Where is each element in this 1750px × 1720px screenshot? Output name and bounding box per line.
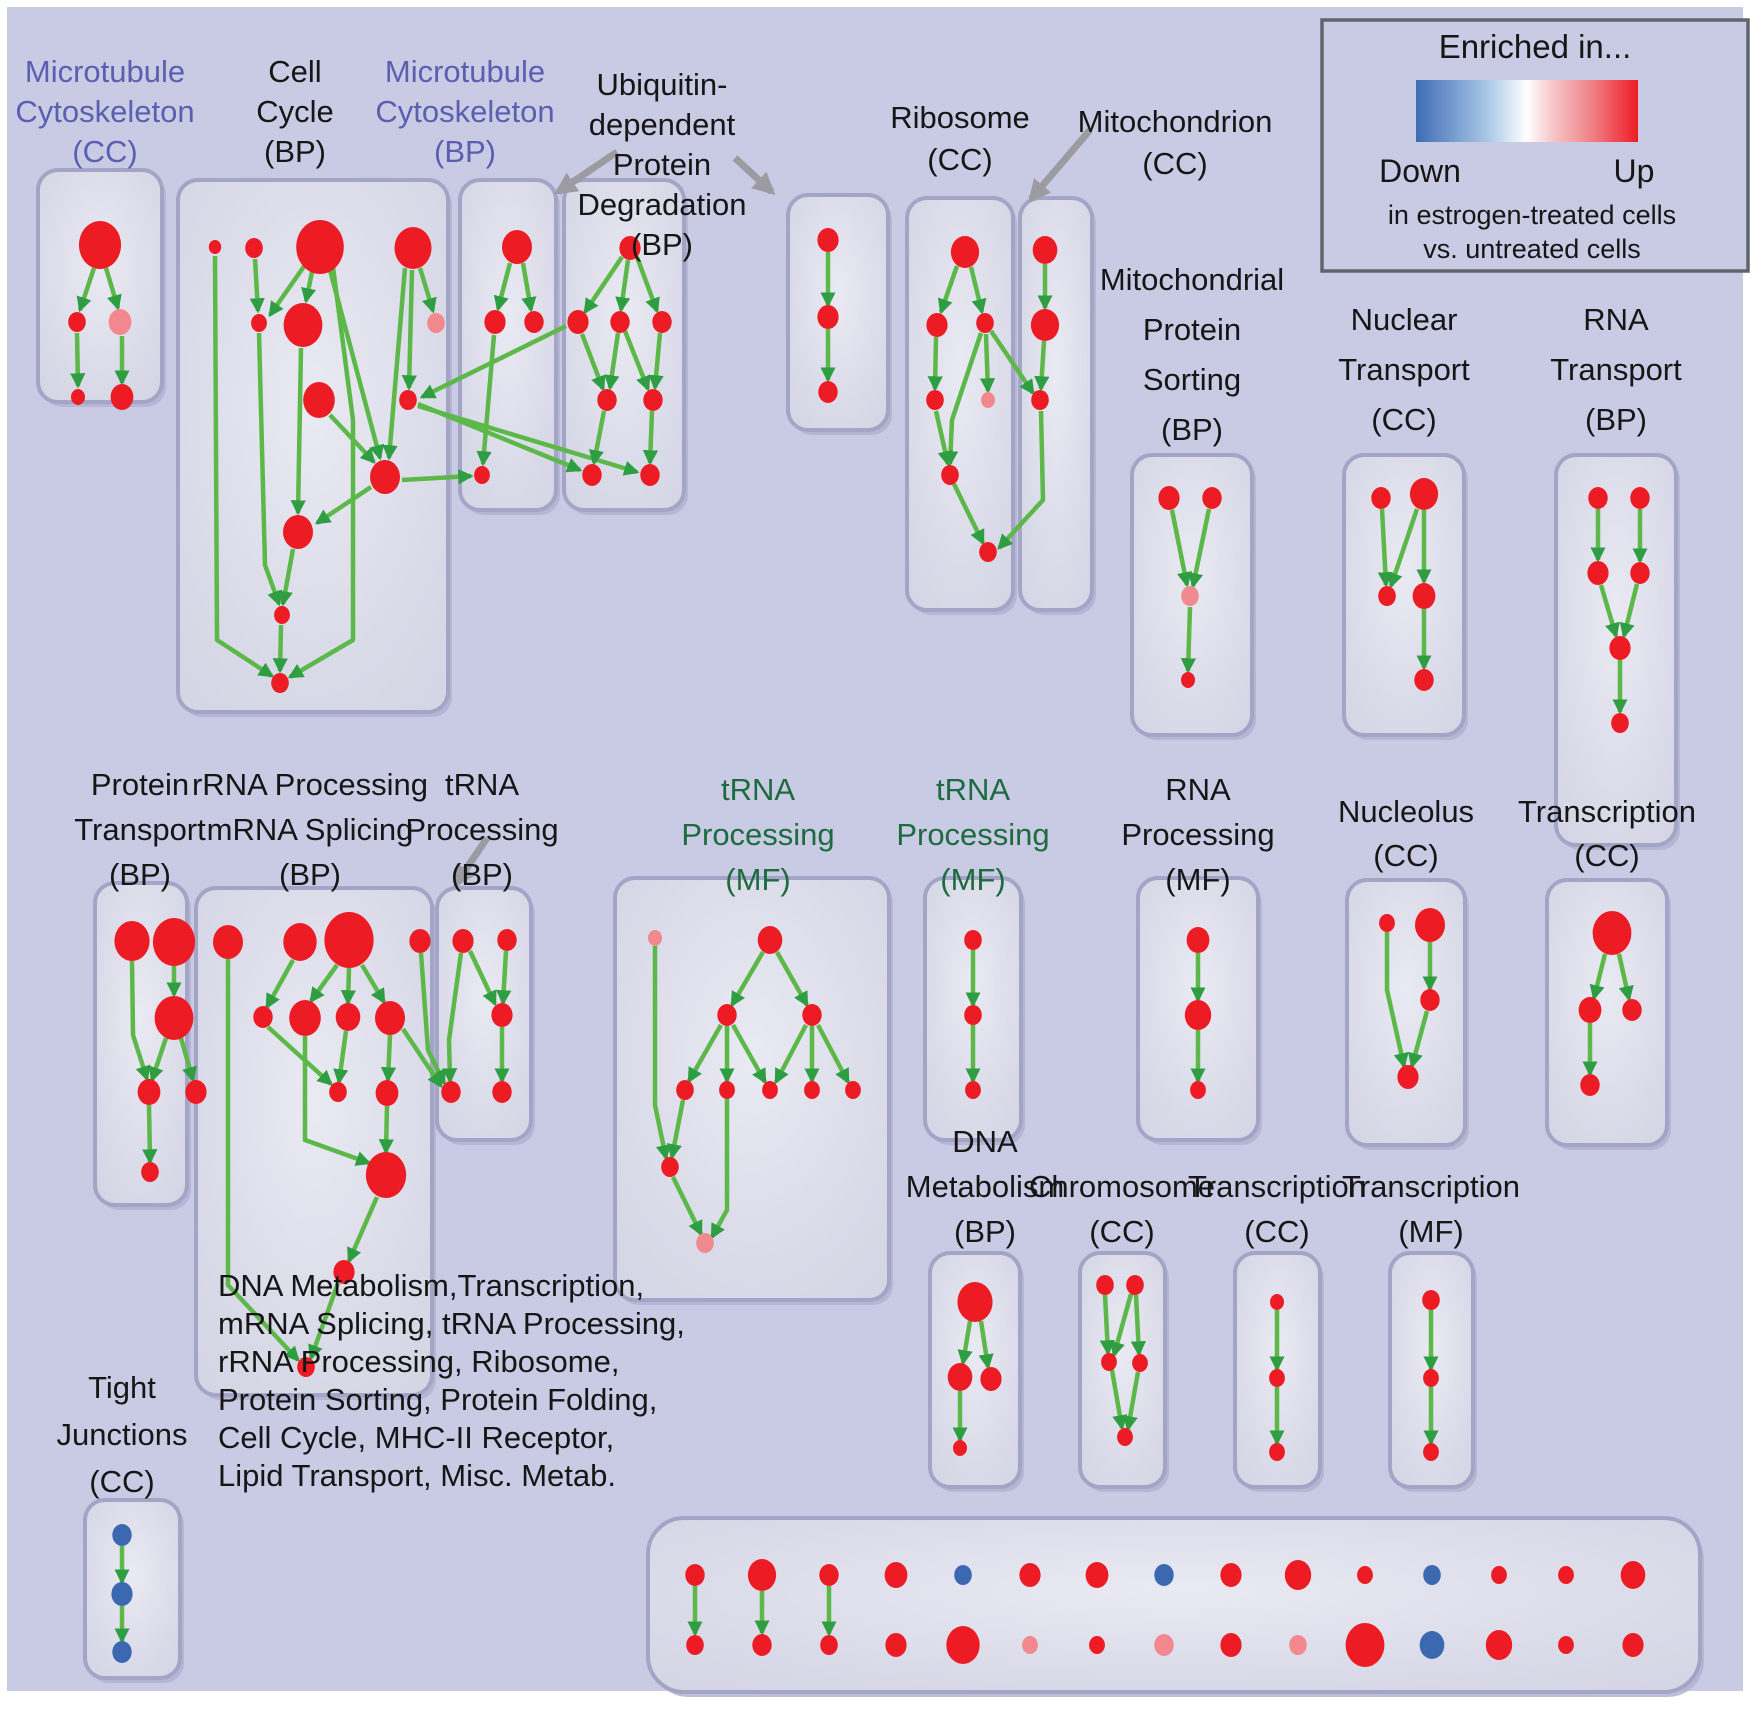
go-term-node-red <box>941 465 959 485</box>
go-term-node-red <box>492 1081 511 1103</box>
label-mitochondrial-protein-sorting-bp-line: Protein <box>1142 312 1242 347</box>
edge <box>1041 341 1044 389</box>
label-ubiquitin-degradation-bp-line: Protein <box>612 147 712 182</box>
go-term-node-red <box>951 236 979 268</box>
label-trna-processing-bp-line: Processing <box>405 812 559 847</box>
go-term-node-red <box>946 1626 979 1664</box>
go-term-node-red <box>1269 1369 1285 1387</box>
go-term-node-red <box>1630 562 1649 584</box>
label-transcription-cc-2-line: Transcription <box>1187 1169 1367 1204</box>
label-transcription-cc-2-line: (CC) <box>1244 1214 1310 1249</box>
label-trna-processing-bp-line: (BP) <box>451 857 513 892</box>
go-term-node-red <box>1117 1428 1133 1446</box>
go-term-node-red <box>1611 713 1629 733</box>
go-term-node-red <box>1621 1561 1646 1589</box>
edge <box>280 625 281 671</box>
cluster-box-chromosome-cc <box>1080 1253 1165 1487</box>
go-term-node-red <box>1190 1081 1206 1099</box>
label-microtubule-cytoskeleton-cc-line: Cytoskeleton <box>15 94 195 129</box>
go-term-node-red <box>1185 1000 1211 1030</box>
go-term-node-blue <box>112 1524 131 1546</box>
go-term-node-red <box>395 227 432 269</box>
go-term-node-red <box>324 912 373 968</box>
go-term-node-red <box>582 464 601 486</box>
go-term-node-red <box>138 1079 161 1105</box>
go-term-node-pink <box>1022 1636 1038 1654</box>
go-term-node-red <box>502 230 532 264</box>
label-rrna-processing-mrna-splicing-bp-line: rRNA Processing <box>191 767 429 802</box>
label-rna-transport-bp-line: RNA <box>1583 302 1649 337</box>
edge <box>298 348 301 513</box>
go-term-node-red <box>1588 487 1607 509</box>
label-trna-processing-mf-1-line: tRNA <box>720 772 796 807</box>
go-term-node-red <box>1269 1443 1285 1461</box>
go-term-node-red <box>370 460 400 494</box>
go-term-node-red <box>964 930 982 950</box>
go-term-node-red <box>597 389 616 411</box>
label-dna-metabolism-bp-line: Metabolism <box>905 1169 1065 1204</box>
label-mitochondrial-protein-sorting-bp-line: (BP) <box>1161 412 1223 447</box>
go-term-node-red <box>1285 1560 1311 1590</box>
go-term-node-red <box>885 1562 908 1588</box>
go-term-node-red <box>1033 236 1058 264</box>
cluster-box-microtubule-cytoskeleton-cc <box>38 170 162 402</box>
label-rna-transport-bp-line: Transport <box>1550 352 1682 387</box>
go-term-node-red <box>1158 486 1179 510</box>
go-term-node-red <box>329 1082 347 1102</box>
go-term-node-pink <box>981 392 995 408</box>
go-term-node-red <box>957 1282 992 1322</box>
go-term-node-red <box>484 310 505 334</box>
go-term-node-red <box>1423 1369 1439 1387</box>
go-term-node-red <box>1415 908 1445 942</box>
label-microtubule-cytoskeleton-bp-line: Cytoskeleton <box>375 94 555 129</box>
go-term-node-red <box>1609 636 1630 660</box>
edge <box>503 951 506 1003</box>
edge <box>386 1106 387 1152</box>
go-term-node-red <box>1486 1630 1512 1660</box>
misc-clusters-text-line: rRNA Processing, Ribosome, <box>218 1344 620 1379</box>
go-term-node-red <box>141 1162 159 1182</box>
label-ribosome-cc-line: Ribosome <box>890 100 1030 135</box>
go-term-node-blue <box>1423 1565 1441 1585</box>
go-term-node-red <box>296 220 344 274</box>
go-term-node-red <box>153 918 195 966</box>
label-cell-cycle-bp-line: (BP) <box>264 134 326 169</box>
label-mitochondrial-protein-sorting-bp-line: Mitochondrial <box>1099 262 1285 297</box>
legend-subtitle-line2: vs. untreated cells <box>1423 234 1641 264</box>
go-term-node-red <box>376 1080 399 1106</box>
go-term-node-red <box>719 1081 735 1099</box>
go-term-node-red <box>491 1003 512 1027</box>
label-trna-processing-mf-1-line: Processing <box>681 817 835 852</box>
go-term-node-red <box>1126 1275 1144 1295</box>
go-term-node-red <box>283 515 313 549</box>
go-term-node-red <box>948 1363 973 1391</box>
label-ubiquitin-degradation-bp-line: dependent <box>588 107 736 142</box>
label-dna-metabolism-bp-line: (BP) <box>954 1214 1016 1249</box>
go-term-node-red <box>1397 1065 1418 1089</box>
label-rna-processing-mf-line: RNA <box>1165 772 1231 807</box>
go-term-node-red <box>1580 1074 1599 1096</box>
go-term-node-red <box>1181 672 1195 688</box>
go-term-node-red <box>213 925 243 959</box>
misc-clusters-text-line: DNA Metabolism,Transcription, <box>218 1268 645 1303</box>
go-term-node-red <box>1587 561 1608 585</box>
edge <box>935 337 936 389</box>
go-term-node-red <box>399 390 417 410</box>
go-term-node-red <box>1086 1562 1109 1588</box>
go-term-node-red <box>155 996 194 1040</box>
legend-subtitle-line1: in estrogen-treated cells <box>1387 200 1677 230</box>
edge <box>986 334 988 391</box>
go-term-node-red <box>567 310 588 334</box>
go-term-node-red <box>1414 669 1433 691</box>
go-term-node-red <box>818 381 837 403</box>
go-term-node-red <box>640 464 659 486</box>
go-term-node-pink <box>696 1233 714 1253</box>
label-tight-junctions-cc-line: (CC) <box>89 1464 155 1499</box>
go-term-node-red <box>1558 1566 1574 1584</box>
label-microtubule-cytoskeleton-cc-line: Microtubule <box>24 54 186 89</box>
go-term-node-blue <box>1154 1564 1173 1586</box>
go-term-node-red <box>1187 927 1210 953</box>
go-term-node-red <box>1579 997 1602 1023</box>
go-term-node-red <box>1413 583 1436 609</box>
go-term-node-red <box>497 929 516 951</box>
legend-title: Enriched in... <box>1438 28 1632 65</box>
go-term-node-red <box>79 221 121 269</box>
label-ubiquitin-degradation-bp-line: Degradation <box>577 187 747 222</box>
go-term-node-red <box>253 1006 272 1028</box>
label-dna-metabolism-bp-line: DNA <box>952 1124 1018 1159</box>
label-nuclear-transport-cc-line: Nuclear <box>1350 302 1458 337</box>
go-term-node-red <box>686 1635 704 1655</box>
go-term-node-red <box>209 240 221 254</box>
label-microtubule-cytoskeleton-cc-line: (CC) <box>72 134 138 169</box>
edge <box>409 270 412 388</box>
label-protein-transport-bp-line: (BP) <box>109 857 171 892</box>
go-term-node-red <box>752 1634 771 1656</box>
go-term-node-blue <box>954 1565 972 1585</box>
label-rrna-processing-mrna-splicing-bp-line: mRNA Splicing <box>206 812 414 847</box>
go-term-node-red <box>1089 1636 1105 1654</box>
go-term-node-red <box>366 1152 406 1198</box>
label-mitochondrion-cc-line: Mitochondrion <box>1077 104 1273 139</box>
edge <box>255 259 258 311</box>
go-term-node-red <box>185 1080 206 1104</box>
go-term-node-red <box>1202 487 1221 509</box>
go-term-node-red <box>1558 1636 1574 1654</box>
label-protein-transport-bp-line: Protein <box>90 767 190 802</box>
go-term-node-pink <box>1181 586 1199 606</box>
go-term-node-blue <box>111 1582 132 1606</box>
label-nuclear-transport-cc-line: Transport <box>1338 352 1470 387</box>
go-term-node-red <box>375 1001 405 1035</box>
label-tight-junctions-cc-line: Junctions <box>56 1417 188 1452</box>
go-term-node-red <box>1031 390 1049 410</box>
label-trna-processing-mf-1-line: (MF) <box>725 862 791 897</box>
misc-clusters-text-line: Cell Cycle, MHC-II Receptor, <box>218 1420 615 1455</box>
label-trna-processing-mf-2-line: (MF) <box>940 862 1006 897</box>
edge <box>149 1105 150 1162</box>
go-term-node-red <box>452 929 473 953</box>
go-term-node-red <box>926 390 944 410</box>
misc-clusters-text-line: Protein Sorting, Protein Folding, <box>218 1382 658 1417</box>
go-term-node-red <box>1132 1354 1148 1372</box>
go-term-node-red <box>758 926 783 954</box>
label-protein-transport-bp-line: Transport <box>74 812 206 847</box>
go-term-node-red <box>643 389 662 411</box>
go-term-node-red <box>441 1081 460 1103</box>
go-term-node-blue <box>112 1641 131 1663</box>
legend <box>1322 20 1748 271</box>
label-ribosome-cc-line: (CC) <box>927 142 993 177</box>
label-microtubule-cytoskeleton-bp-line: (BP) <box>434 134 496 169</box>
go-term-node-red <box>1630 487 1649 509</box>
go-term-node-red <box>804 1081 820 1099</box>
go-term-node-red <box>885 1633 906 1657</box>
go-term-node-red <box>1019 1563 1040 1587</box>
go-term-node-red <box>685 1564 704 1586</box>
label-trna-processing-mf-2-line: tRNA <box>935 772 1011 807</box>
go-term-node-pink <box>427 313 445 333</box>
label-trna-processing-bp-line: tRNA <box>444 767 520 802</box>
misc-clusters-text-line: Lipid Transport, Misc. Metab. <box>218 1458 616 1493</box>
label-ubiquitin-degradation-bp-line: Ubiquitin- <box>596 67 728 102</box>
legend-up-label: Up <box>1613 153 1655 189</box>
edge <box>1105 1295 1108 1353</box>
go-term-node-red <box>1423 1443 1439 1461</box>
label-cell-cycle-bp-line: Cycle <box>256 94 334 129</box>
edge <box>650 411 652 463</box>
label-chromosome-cc-line: Chromosome <box>1028 1169 1216 1204</box>
go-term-node-red <box>1379 914 1395 932</box>
go-term-node-pink <box>1154 1634 1173 1656</box>
label-transcription-cc-1-line: (CC) <box>1574 838 1640 873</box>
label-mitochondrion-cc-line: (CC) <box>1142 146 1208 181</box>
label-nucleolus-cc-line: Nucleolus <box>1337 794 1475 829</box>
edge <box>348 968 349 1003</box>
go-term-node-red <box>283 923 316 961</box>
cluster-box-ubiquitin-degradation-bp-2 <box>788 195 888 430</box>
go-term-node-red <box>748 1559 776 1591</box>
label-transcription-mf-line: (MF) <box>1398 1214 1464 1249</box>
go-term-node-red <box>1622 999 1641 1021</box>
label-mitochondrial-protein-sorting-bp-line: Sorting <box>1142 362 1242 397</box>
cluster-box-misc-clusters <box>648 1518 1700 1692</box>
go-term-node-red <box>1220 1563 1241 1587</box>
cluster-box-nucleolus-cc <box>1347 880 1465 1145</box>
label-transcription-cc-1-line: Transcription <box>1517 794 1697 829</box>
go-term-node-red <box>817 228 838 252</box>
go-term-node-red <box>245 238 263 258</box>
go-term-node-red <box>661 1157 679 1177</box>
cluster-box-nuclear-transport-cc <box>1344 455 1464 735</box>
label-rna-processing-mf-line: Processing <box>1121 817 1275 852</box>
go-term-node-red <box>409 929 430 953</box>
go-term-node-red <box>1622 1633 1643 1657</box>
label-microtubule-cytoskeleton-bp-line: Microtubule <box>384 54 546 89</box>
go-term-node-red <box>1410 478 1438 510</box>
go-term-node-red <box>71 389 85 405</box>
label-nuclear-transport-cc-line: (CC) <box>1371 402 1437 437</box>
go-term-node-red <box>819 1564 838 1586</box>
legend-down-label: Down <box>1379 153 1461 189</box>
go-term-node-red <box>251 314 267 332</box>
go-term-node-red <box>1101 1353 1117 1371</box>
go-term-node-red <box>1220 1633 1241 1657</box>
go-term-node-red <box>817 305 838 329</box>
go-term-node-red <box>717 1004 736 1026</box>
label-transcription-mf-line: Transcription <box>1341 1169 1521 1204</box>
edge <box>388 1035 390 1080</box>
go-term-node-red <box>1357 1566 1373 1584</box>
go-term-node-red <box>820 1635 838 1655</box>
label-nucleolus-cc-line: (CC) <box>1373 838 1439 873</box>
go-term-node-red <box>953 1440 967 1456</box>
edge <box>1188 607 1190 671</box>
label-ubiquitin-degradation-bp-line: (BP) <box>631 227 693 262</box>
go-term-node-red <box>926 313 947 337</box>
edge <box>77 333 78 386</box>
go-term-node-pink <box>648 930 662 946</box>
go-term-node-red <box>802 1004 821 1026</box>
label-trna-processing-mf-2-line: Processing <box>896 817 1050 852</box>
go-term-node-red <box>976 313 994 333</box>
go-term-node-red <box>289 1000 321 1036</box>
go-term-node-red <box>524 311 543 333</box>
go-term-node-red <box>652 311 671 333</box>
label-tight-junctions-cc-line: Tight <box>88 1370 156 1405</box>
go-term-node-red <box>336 1003 361 1031</box>
go-term-node-red <box>979 542 997 562</box>
go-term-node-red <box>1593 911 1632 955</box>
go-term-node-red <box>303 382 335 418</box>
label-chromosome-cc-line: (CC) <box>1089 1214 1155 1249</box>
go-term-node-red <box>845 1081 861 1099</box>
label-cell-cycle-bp-line: Cell <box>268 54 322 89</box>
go-term-node-red <box>274 606 290 624</box>
go-term-node-red <box>68 312 86 332</box>
go-term-node-red <box>762 1081 778 1099</box>
go-term-node-red <box>111 384 134 410</box>
go-term-node-red <box>1420 989 1439 1011</box>
label-rna-processing-mf-line: (MF) <box>1165 862 1231 897</box>
label-rna-transport-bp-line: (BP) <box>1585 402 1647 437</box>
go-term-node-red <box>964 1005 982 1025</box>
go-term-node-blue <box>1420 1631 1445 1659</box>
go-term-node-red <box>1371 487 1390 509</box>
go-term-node-red <box>114 921 149 961</box>
cluster-box-microtubule-cytoskeleton-bp <box>460 180 556 510</box>
go-term-node-red <box>676 1080 694 1100</box>
legend-gradient-bar <box>1416 80 1638 142</box>
go-term-node-red <box>965 1081 981 1099</box>
go-term-node-red <box>284 303 323 347</box>
go-term-node-red <box>1031 309 1059 341</box>
go-term-node-red <box>980 1367 1001 1391</box>
go-term-node-red <box>1096 1275 1114 1295</box>
misc-clusters-text-line: mRNA Splicing, tRNA Processing, <box>218 1306 685 1341</box>
cluster-box-tight-junctions-cc <box>85 1500 180 1678</box>
go-term-node-red <box>1270 1294 1284 1310</box>
cluster-box-mitochondrion-cc <box>1020 198 1092 610</box>
go-term-node-red <box>474 466 490 484</box>
go-term-node-red <box>1378 586 1396 606</box>
go-term-node-red <box>1422 1290 1440 1310</box>
edge <box>1136 1295 1139 1354</box>
go-term-node-red <box>271 673 289 693</box>
label-rrna-processing-mrna-splicing-bp-line: (BP) <box>279 857 341 892</box>
go-term-node-pink <box>109 309 132 335</box>
go-term-node-pink <box>1289 1635 1307 1655</box>
go-term-node-red <box>1346 1623 1385 1667</box>
go-term-node-red <box>1491 1566 1507 1584</box>
go-term-node-red <box>610 311 629 333</box>
